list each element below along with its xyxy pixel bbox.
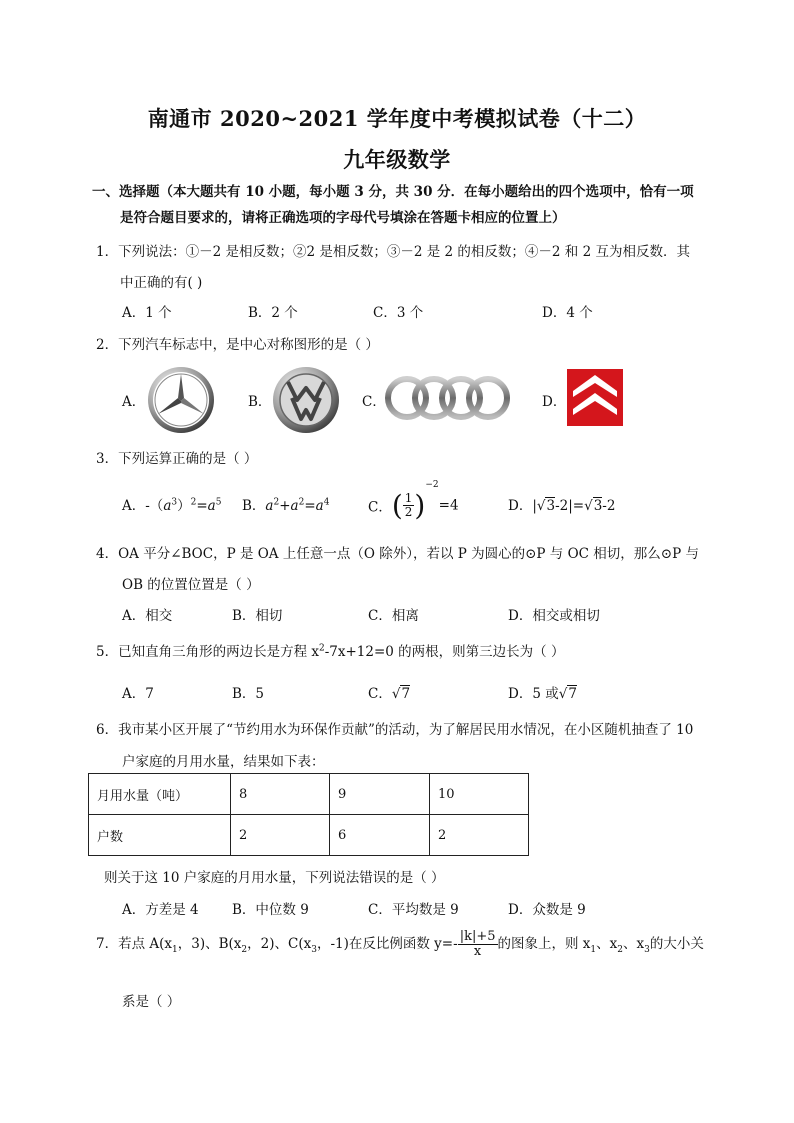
q5-option-a: A．7 [122,686,154,702]
q1-option-c: C．3 个 [373,305,424,321]
q1-option-d: D．4 个 [542,305,593,321]
exam-title: 南通市 2020~2021 学年度中考模拟试卷（十二） [147,106,647,131]
q5-option-b: B．5 [232,686,265,702]
table-row [89,815,529,856]
table-cell: 6 [330,815,430,856]
table-cell: 9 [330,774,430,815]
q4-stem-line1: 4．OA 平分∠BOC，P 是 OA 上任意一点（O 除外），若以 P 为圆心的⊙P 与 OC 相切，那么⊙P 与 [96,546,699,562]
table-cell: 8 [231,774,330,815]
vw-logo-icon [272,366,340,434]
q3-option-c: C．( $\frac{1}{2}$ )$^{-2}$=4 [368,480,459,522]
section-heading-line2: 是符合题目要求的，请将正确选项的字母代号填涂在答题卡相应的位置上） [120,210,566,226]
q7-stem-line2: 系是（ ） [122,994,181,1010]
q2-label-c: C． [362,394,386,410]
table-header-cell: 户数 [89,815,231,856]
double-chevron-logo-icon [567,369,623,426]
q4-option-c: C．相离 [368,608,419,624]
q6-option-b: B．中位数 9 [232,902,309,918]
q1-option-b: B．2 个 [248,305,298,321]
q7-stem-line1: 7．若点 $A(x_1$，3)、$B(x_2$，2)、$C(x_3$，-1)在反比例函数 y=- $\frac{|k|+5}{x}$ 的图象上，则 $x_1$、$x_2$、$x_3$的大小关 [96,929,704,960]
q5-stem: 5．已知直角三角形的两边长是方程 $x^2-7x+12=0$ 的两根，则第三边长为（ ） [96,643,565,660]
q3-option-d: D．|√3-2|=√3-2 [508,498,616,514]
three-pointed-star-logo-icon [146,365,216,435]
four-rings-logo-icon [384,374,514,422]
section-heading-line1: 一、选择题（本大题共有 10 小题，每小题 3 分，共 30 分．在每小题给出的四个选项中，恰有一项 [92,184,694,200]
q5-option-c: C．√7 [368,686,411,702]
q1-option-a: A．1 个 [122,305,172,321]
q2-label-b: B． [248,394,272,410]
table-cell: 2 [231,815,330,856]
q6-option-c: C．平均数是 9 [368,902,459,918]
q6-stem-line2: 户家庭的月用水量，结果如下表： [122,754,325,770]
q4-option-a: A．相交 [122,608,173,624]
q4-option-b: B．相切 [232,608,283,624]
exam-subtitle: 九年级数学 [343,147,451,172]
q6-stem-line3: 则关于这 10 户家庭的月用水量，下列说法错误的是（ ） [104,870,445,886]
table-row [89,774,529,815]
q2-label-d: D． [542,394,567,410]
q3-stem: 3．下列运算正确的是（ ） [96,451,258,467]
q3-option-b: B．$a^2+a^2=a^4$ [242,497,330,514]
q4-option-d: D．相交或相切 [508,608,600,624]
q4-stem-line2: OB 的位置位置是（ ） [122,577,260,593]
table-cell: 2 [430,815,529,856]
q2-stem: 2．下列汽车标志中，是中心对称图形的是（ ） [96,337,379,353]
table-cell: 10 [430,774,529,815]
q3-option-a: A．$-(a^3)^2=a^5$ [122,497,222,514]
q6-option-a: A．方差是 4 [122,902,199,918]
water-usage-table [88,773,529,856]
q1-stem-line2: 中正确的有( ) [120,275,203,291]
q1-stem-line1: 1．下列说法：①－2 是相反数；②2 是相反数；③－2 是 2 的相反数；④－2 和 2 互为相反数．其 [96,244,690,260]
q2-label-a: A． [122,394,146,410]
q6-stem-line1: 6．我市某小区开展了“节约用水为环保作贡献”的活动，为了解居民用水情况，在小区随机抽查了 10 [96,722,694,738]
q6-option-d: D．众数是 9 [508,902,586,918]
q5-option-d: D．5 或√7 [508,686,577,702]
table-header-cell: 月用水量（吨） [89,774,231,815]
